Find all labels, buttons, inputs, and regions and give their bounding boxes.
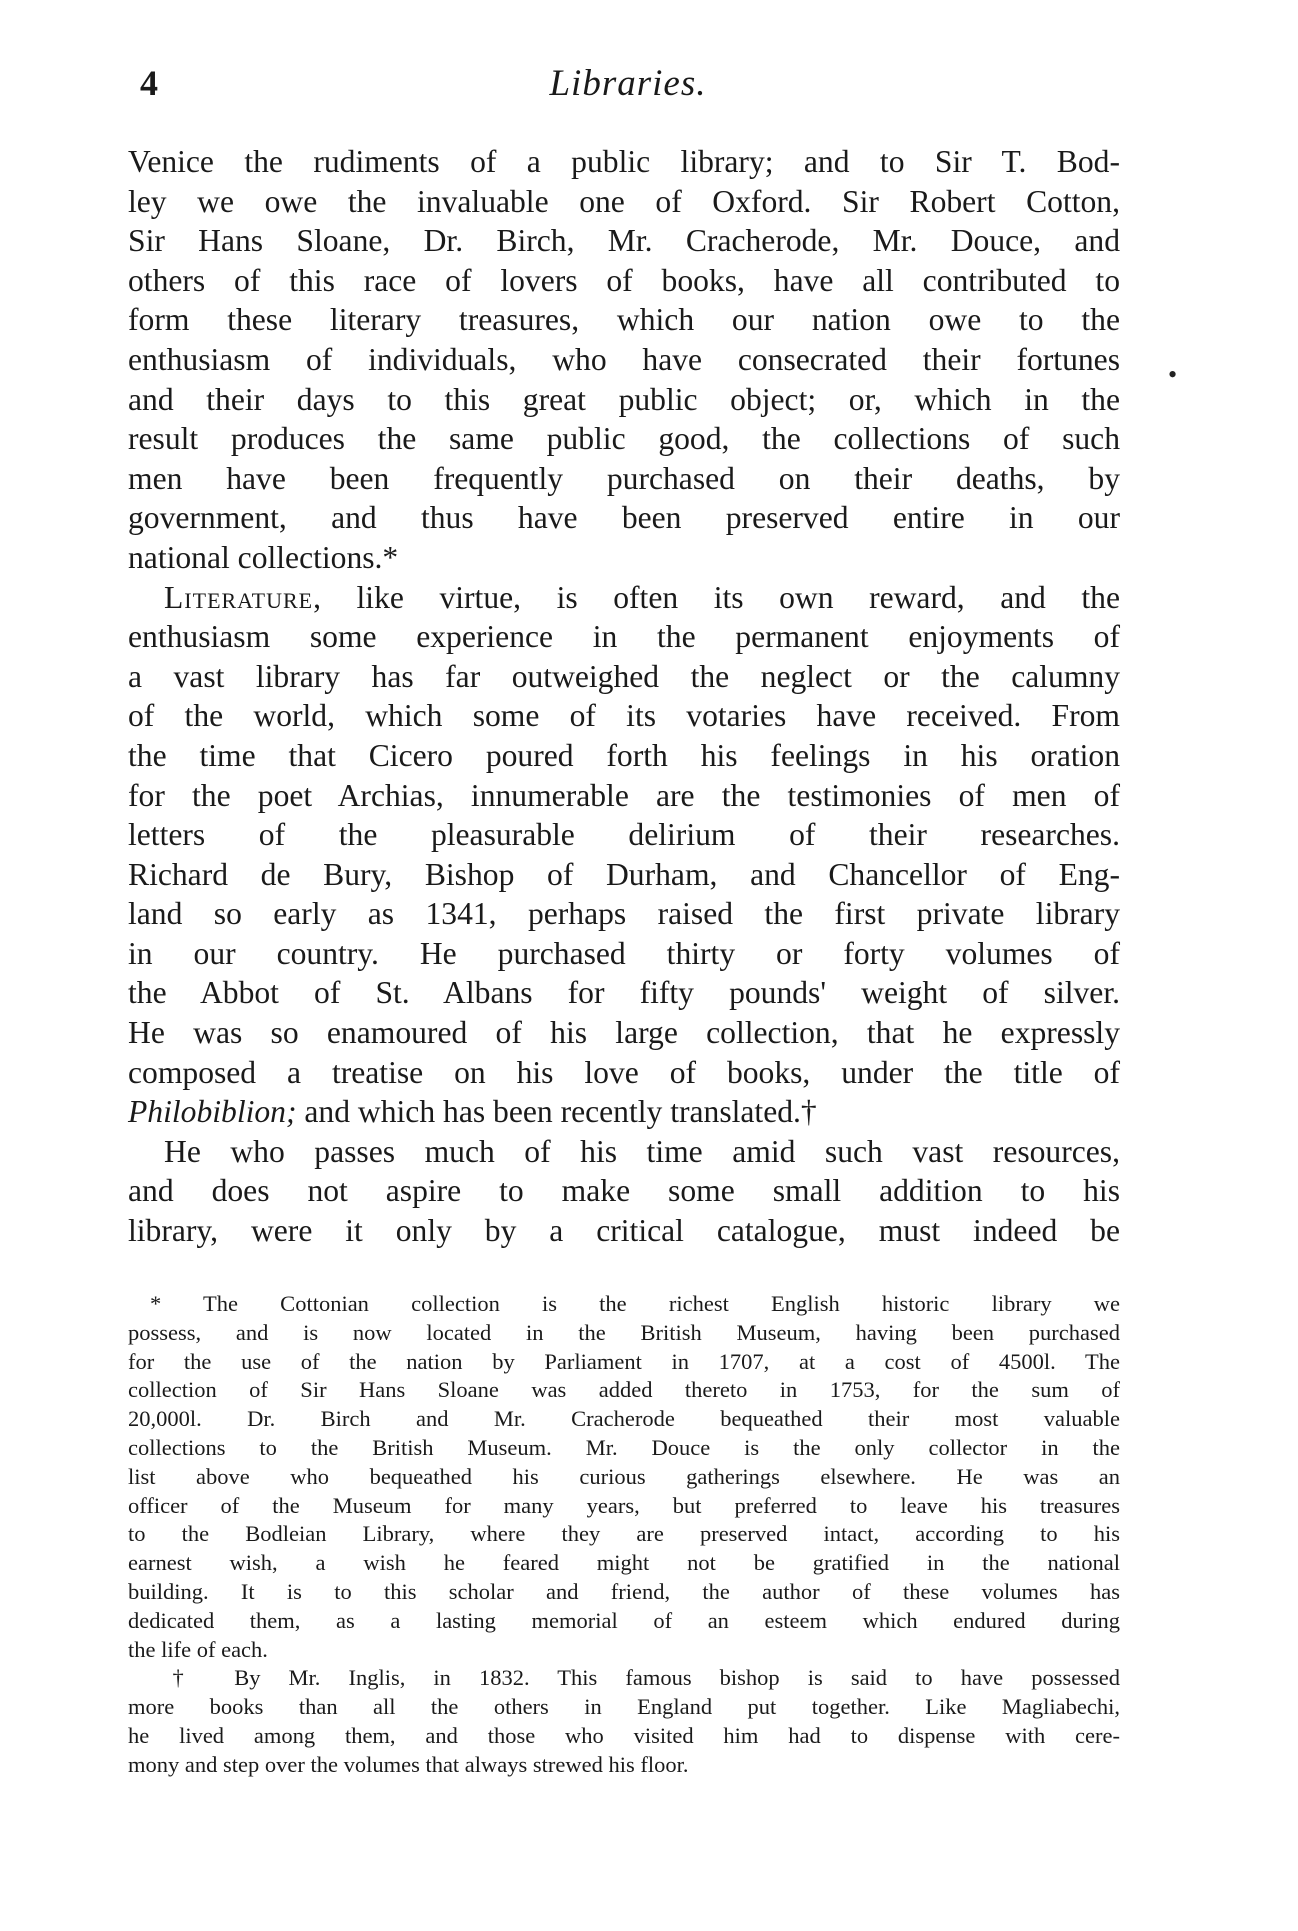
text-line: enthusiasm some experience in the permanent enjoyments of [128, 619, 1120, 655]
text-run: and which has been recently translated.† [296, 1094, 817, 1130]
text-line: a vast library has far outweighed the neglect or the calumny [128, 658, 1120, 694]
paragraph-1 [128, 142, 1120, 578]
text-line: the Abbot of St. Albans for fifty pounds' weight of silver. [128, 975, 1120, 1011]
text-line: land so early as 1341, perhaps raised the first private library [128, 896, 1120, 932]
text-line: Sir Hans Sloane, Dr. Birch, Mr. Cracherode, Mr. Douce, and [128, 223, 1120, 259]
italic-title: Philobiblion; [128, 1094, 297, 1130]
text-line: Richard de Bury, Bishop of Durham, and Chancellor of Eng- [128, 856, 1120, 892]
footnote-line: 20,000l. Dr. Birch and Mr. Cracherode bequeathed their most valuable [128, 1406, 1120, 1432]
footnote-line: for the use of the nation by Parliament in 1707, at a cost of 4500l. The [128, 1348, 1120, 1374]
footnote-line: building. It is to this scholar and friend, the author of these volumes has [128, 1578, 1120, 1604]
margin-dot-icon: • [1168, 360, 1178, 389]
text-run: * The Cottonian collection is the richest English historic library we [150, 1291, 1120, 1316]
footnote-2 [128, 1664, 1120, 1779]
text-line: He was so enamoured of his large collection, that he expressly [128, 1015, 1120, 1051]
text-line: national collections.* [128, 539, 399, 575]
text-line: letters of the pleasurable delirium of their researches. [128, 817, 1120, 853]
text-line: others of this race of lovers of books, have all contributed to [128, 262, 1120, 298]
text-run: He who passes much of his time amid such vast resources, [164, 1133, 1120, 1169]
text-line: composed a treatise on his love of books, under the title of [128, 1054, 1120, 1090]
text-line: result produces the same public good, the collections of such [128, 421, 1120, 457]
paragraph-2 [128, 578, 1120, 1132]
page-number: 4 [140, 63, 158, 103]
footnote-line: the life of each. [128, 1636, 268, 1662]
footnote-1 [128, 1290, 1120, 1664]
text-line: of the world, which some of its votaries have received. From [128, 698, 1120, 734]
footnote-line: possess, and is now located in the British Museum, having been purchased [128, 1319, 1120, 1345]
text-line: ley we owe the invaluable one of Oxford. Sir Robert Cotton, [128, 183, 1120, 219]
footnote-line: officer of the Museum for many years, but preferred to leave his treasures [128, 1492, 1120, 1518]
text-line: enthusiasm of individuals, who have consecrated their fortunes [128, 341, 1120, 377]
text-line: and their days to this great public object; or, which in the [128, 381, 1120, 417]
running-head [128, 62, 1128, 112]
text-line [128, 1132, 1120, 1172]
text-line: for the poet Archias, innumerable are the testimonies of men of [128, 777, 1120, 813]
footnote-line: collection of Sir Hans Sloane was added thereto in 1753, for the sum of [128, 1377, 1120, 1403]
text-line: library, were it only by a critical catalogue, must indeed be [128, 1213, 1120, 1249]
paragraph-3 [128, 1132, 1120, 1251]
text-line [128, 578, 1120, 618]
footnote-line: collections to the British Museum. Mr. Douce is the only collector in the [128, 1434, 1120, 1460]
text-line: government, and thus have been preserved entire in our [128, 500, 1120, 536]
text-line: Venice the rudiments of a public library; and to Sir T. Bod- [128, 144, 1120, 179]
footnote-line: mony and step over the volumes that always strewed his floor. [128, 1751, 689, 1777]
footnote-line [128, 1664, 1120, 1693]
text-run: † By Mr. Inglis, in 1832. This famous bishop is said to have possessed [150, 1665, 1120, 1691]
footnote-line: list above who bequeathed his curious gatherings elsewhere. He was an [128, 1463, 1120, 1489]
text-line: in our country. He purchased thirty or forty volumes of [128, 935, 1120, 971]
footnotes [128, 1290, 1120, 1780]
text-line: and does not aspire to make some small addition to his [128, 1173, 1120, 1209]
footnote-line [128, 1290, 1120, 1319]
main-text [128, 142, 1120, 1251]
text-line: men have been frequently purchased on their deaths, by [128, 460, 1120, 496]
footnote-line: more books than all the others in England put together. Like Magliabechi, [128, 1694, 1120, 1720]
text-line [128, 1092, 1120, 1132]
text-run: , like virtue, is often its own reward, and the [313, 579, 1120, 615]
text-line: the time that Cicero poured forth his feelings in his oration [128, 737, 1120, 773]
text-line: form these literary treasures, which our nation owe to the [128, 302, 1120, 338]
running-title: Libraries. [549, 63, 707, 104]
footnote-line: dedicated them, as a lasting memorial of an esteem which endured during [128, 1607, 1120, 1633]
footnote-line: earnest wish, a wish he feared might not be gratified in the national [128, 1550, 1120, 1576]
small-caps-word: Literature [164, 579, 314, 615]
footnote-line: to the Bodleian Library, where they are preserved intact, according to his [128, 1521, 1120, 1547]
footnote-line: he lived among them, and those who visited him had to dispense with cere- [128, 1722, 1120, 1748]
